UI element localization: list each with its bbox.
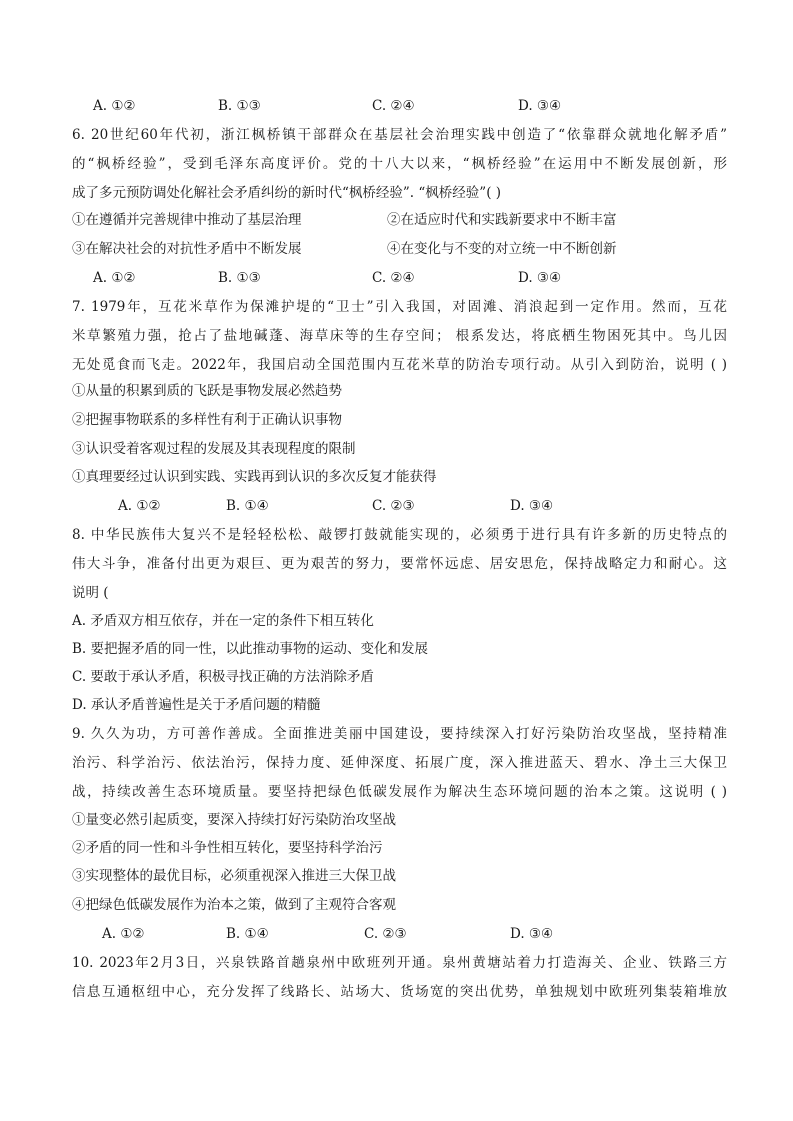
q8-choice-b[interactable]: B. 要把握矛盾的同一性，以此推动事物的运动、变化和发展 <box>72 641 429 657</box>
q9-statement-1: ①量变必然引起质变，要深入持续打好污染防治攻坚战 <box>72 812 396 828</box>
q7-option-d[interactable]: D. ③④ <box>510 498 554 514</box>
q8-choice-c[interactable]: C. 要敢于承认矛盾，积极寻找正确的方法消除矛盾 <box>72 669 374 685</box>
q9-options <box>0 924 793 944</box>
q6-stem-line-2: 的“枫桥经验”，受到毛泽东高度评价。党的十八大以来，“枫桥经验”在运用中不断发展创新，形 <box>72 156 727 172</box>
q7-stem-line-1: 7. 1979年，互花米草作为保滩护堤的“卫士”引入我国，对固滩、消浪起到一定作用。然而，互花 <box>72 299 727 315</box>
q7-stem-line-2: 米草繁殖力强，抢占了盐地碱蓬、海草床等的生存空间； 根系发达，将底栖生物困死其中。鸟儿因 <box>72 328 727 344</box>
q8-choice-d[interactable]: D. 承认矛盾普遍性是关于矛盾问题的精髓 <box>72 697 321 713</box>
q6-option-a[interactable]: A. ①② <box>93 270 136 286</box>
q6-options <box>0 268 793 288</box>
q6-option-d[interactable]: D. ③④ <box>518 270 562 286</box>
q9-statement-2: ②矛盾的同一性和斗争性相互转化，要坚持科学治污 <box>72 840 383 856</box>
q7-statement-3: ③认识受着客观过程的发展及其表现程度的限制 <box>72 441 356 457</box>
q7-option-b[interactable]: B. ①④ <box>226 498 269 514</box>
q8-stem-line-3: 说明 ( <box>72 585 109 601</box>
q10-stem-line-2: 信息互通枢纽中心，充分发挥了线路长、站场大、货场宽的突出优势，单独规划中欧班列集装箱堆放 <box>72 984 727 1000</box>
q6-statement-2: ②在适应时代和实践新要求中不断丰富 <box>387 212 617 228</box>
q9-option-b[interactable]: B. ①④ <box>226 926 269 942</box>
q9-option-c[interactable]: C. ②③ <box>364 926 407 942</box>
q9-statement-4: ④把绿色低碳发展作为治本之策，做到了主观符合客观 <box>72 897 396 913</box>
q5-option-b[interactable]: B. ①③ <box>218 98 261 114</box>
q6-option-b[interactable]: B. ①③ <box>218 270 261 286</box>
q9-option-d[interactable]: D. ③④ <box>510 926 554 942</box>
q5-option-c[interactable]: C. ②④ <box>372 98 415 114</box>
q7-statement-2: ②把握事物联系的多样性有利于正确认识事物 <box>72 412 342 428</box>
q7-stem-line-3: 无处觅食而飞走。2022年，我国启动全国范围内互花米草的防治专项行动。从引入到防治，说明 ( ) <box>72 357 727 373</box>
q9-option-a[interactable]: A. ①② <box>102 926 145 942</box>
q6-option-c[interactable]: C. ②④ <box>372 270 415 286</box>
q7-option-c[interactable]: C. ②③ <box>372 498 415 514</box>
q8-stem-line-2: 伟大斗争，准备付出更为艰巨、更为艰苦的努力，要常怀远虑、居安思危，保持战略定力和耐心。这 <box>72 556 727 572</box>
q7-option-a[interactable]: A. ①② <box>118 498 161 514</box>
q5-options <box>0 96 793 116</box>
q6-statement-4: ④在变化与不变的对立统一中不断创新 <box>387 241 617 257</box>
q6-stem-line-1: 6. 20世纪60年代初，浙江枫桥镇干部群众在基层社会治理实践中创造了“依靠群众就地化解矛盾” <box>72 127 727 143</box>
q7-statement-4: ①真理要经过认识到实践、实践再到认识的多次反复才能获得 <box>72 469 437 485</box>
q8-choice-a[interactable]: A. 矛盾双方相互依存，并在一定的条件下相互转化 <box>72 613 374 629</box>
q7-options <box>0 496 793 516</box>
q9-stem-line-3: 战，持续改善生态环境质量。要坚持把绿色低碳发展作为解决生态环境问题的治本之策。这说明 ( ) <box>72 784 727 800</box>
q6-stem-line-3: 成了多元预防调处化解社会矛盾纠纷的新时代“枫桥经验”. “枫桥经验”( ) <box>72 185 502 201</box>
q6-statement-3: ③在解决社会的对抗性矛盾中不断发展 <box>72 241 302 257</box>
q8-stem-line-1: 8. 中华民族伟大复兴不是轻轻松松、敲锣打鼓就能实现的，必须勇于进行具有许多新的历史特点的 <box>72 527 727 543</box>
q6-statement-1: ①在遵循并完善规律中推动了基层治理 <box>72 212 302 228</box>
q5-option-a[interactable]: A. ①② <box>93 98 136 114</box>
q9-stem-line-2: 治污、科学治污、依法治污，保持力度、延伸深度、拓展广度，深入推进蓝天、碧水、净土三大保卫 <box>72 755 727 771</box>
q9-stem-line-1: 9. 久久为功，方可善作善成。全面推进美丽中国建设，要持续深入打好污染防治攻坚战，坚持精准 <box>72 726 727 742</box>
q9-statement-3: ③实现整体的最优目标，必须重视深入推进三大保卫战 <box>72 868 396 884</box>
q10-stem-line-1: 10. 2023年2月3日，兴泉铁路首趟泉州中欧班列开通。泉州黄塘站着力打造海关、企业、铁路三方 <box>72 955 727 971</box>
q7-statement-1: ①从量的积累到质的飞跃是事物发展必然趋势 <box>72 383 342 399</box>
q5-option-d[interactable]: D. ③④ <box>518 98 562 114</box>
